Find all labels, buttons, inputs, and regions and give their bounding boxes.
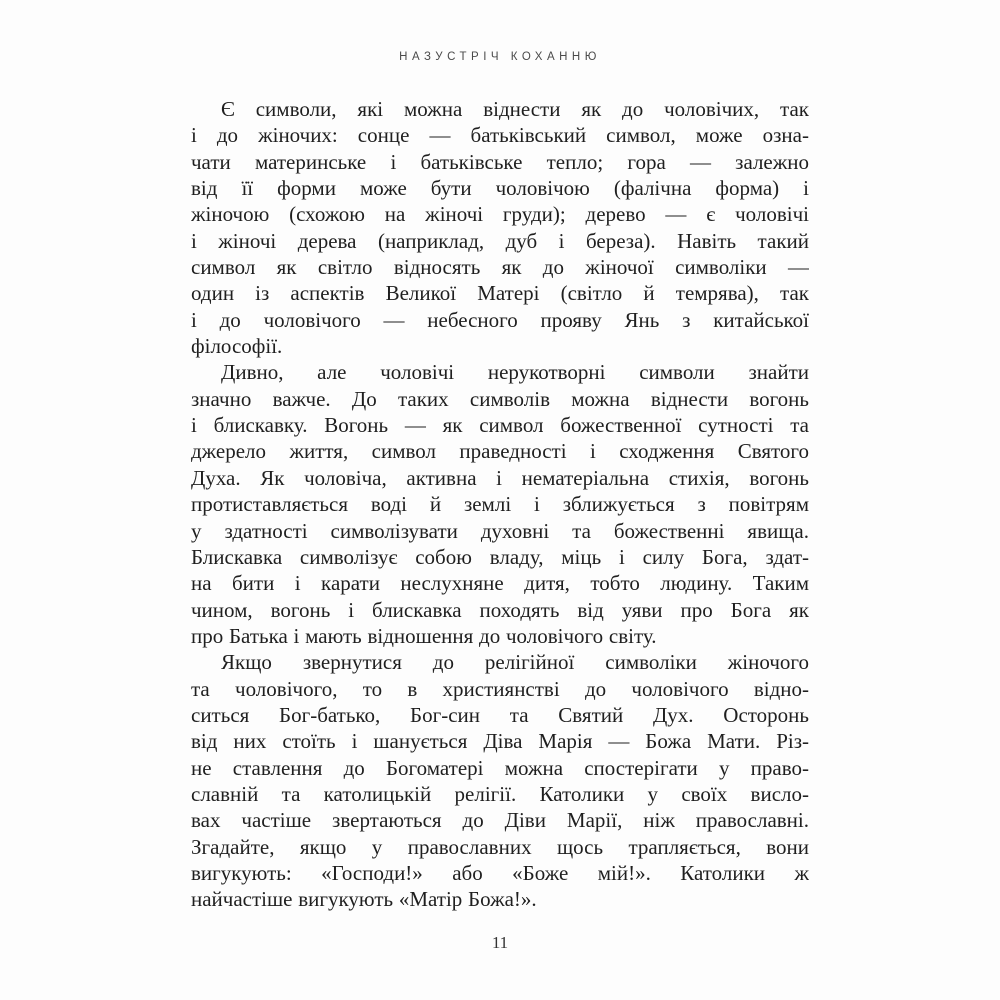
text-line: жіночою (схожою на жіночі груди); дерево — є чоловічі (191, 202, 809, 227)
text-line: найчастіше вигукують «Матір Божа!». (191, 887, 537, 912)
page-number: 11 (491, 933, 509, 952)
text-line: у здатності символізувати духовні та божественні явища. (191, 518, 809, 543)
paragraph (191, 649, 809, 912)
text-line: на бити і карати неслухняне дитя, тобто людину. Таким (191, 571, 809, 596)
text-line: Згадайте, якщо у православних щось трапляється, вони (191, 834, 809, 859)
text-line: один із аспектів Великої Матері (світло й темрява), так (191, 281, 809, 306)
text-line: про Батька і мають відношення до чоловічого світу. (191, 623, 657, 648)
text-line: від її форми може бути чоловічою (фалічна форма) і (191, 176, 809, 201)
text-line: чати материнське і батьківське тепло; гора — залежно (191, 149, 809, 174)
text-line: від них стоїть і шанується Діва Марія — Божа Мати. Різ- (191, 729, 809, 754)
text-line: протиставляється воді й землі і зближується з повітрям (191, 492, 809, 517)
text-line: не ставлення до Богоматері можна спостерігати у право- (191, 755, 809, 780)
text-line: вах частіше звертаються до Діви Марії, ніж православні. (191, 808, 809, 833)
text-line: філософії. (191, 334, 283, 359)
text-line: Є символи, які можна віднести як до чоловічих, так (221, 97, 809, 121)
text-line: вигукують: «Господи!» або «Боже мій!». Католики ж (191, 860, 809, 885)
text-line: символ як світло відносять як до жіночої символіки — (191, 255, 809, 280)
text-line: Блискавка символізує собою владу, міць і силу Бога, здат- (191, 544, 809, 569)
text-line: Духа. Як чоловіча, активна і нематеріальна стихія, вогонь (191, 465, 809, 490)
text-line: значно важче. До таких символів можна віднести вогонь (191, 386, 809, 411)
text-line: джерело життя, символ праведності і сходження Святого (191, 439, 809, 464)
text-line: і жіночі дерева (наприклад, дуб і береза). Навіть такий (191, 228, 809, 253)
text-line: чином, вогонь і блискавка походять від уяви про Бога як (191, 597, 809, 622)
text-line: славній та католицькій релігії. Католики у своїх висло- (191, 781, 809, 806)
paragraph (191, 96, 809, 359)
text-line: і блискавку. Вогонь — як символ божественної сутності та (191, 413, 809, 438)
text-line: і до чоловічого — небесного прояву Янь з китайської (191, 307, 809, 332)
text-line: Якщо звернутися до релігійної символіки жіночого (221, 650, 809, 675)
paragraph (191, 359, 809, 649)
text-line: і до жіночих: сонце — батьківський символ, може озна- (191, 123, 809, 148)
text-line: Дивно, але чоловічі нерукотворні символи знайти (221, 360, 809, 385)
text-line: ситься Бог-батько, Бог-син та Святий Дух. Осторонь (191, 702, 809, 727)
text-block (191, 96, 809, 913)
running-header: НАЗУСТРІЧ КОХАННЮ (399, 51, 601, 63)
text-line: та чоловічого, то в християнстві до чоловічого відно- (191, 676, 809, 701)
